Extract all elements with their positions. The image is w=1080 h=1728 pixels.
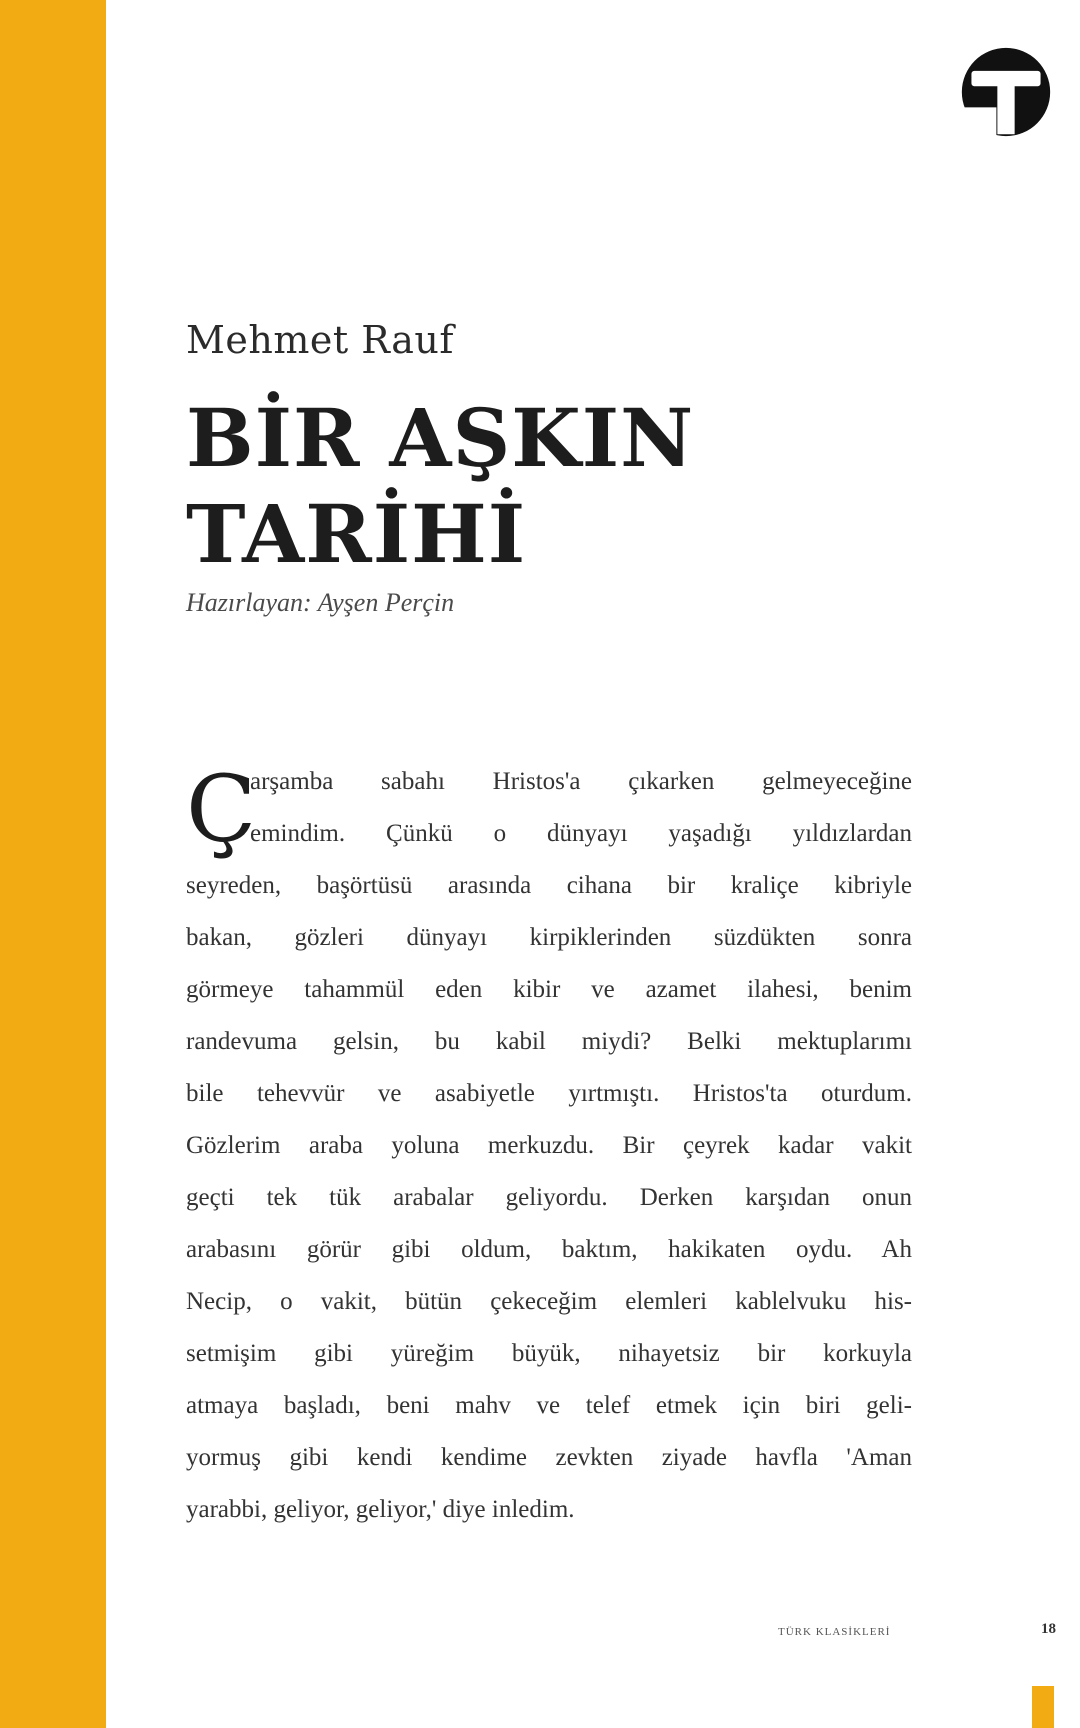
- excerpt-line: bile tehevvür ve asabiyetle yırtmıştı. Hristos'ta oturdum.: [186, 1080, 912, 1107]
- cover-spine-stripe: [0, 0, 106, 1728]
- author-name: Mehmet Rauf: [186, 318, 454, 362]
- corner-accent-mark: [1032, 1686, 1054, 1728]
- publisher-logo-icon: [958, 44, 1054, 140]
- excerpt-line: Necip, o vakit, bütün çekeceğim elemleri kablelvuku his-: [186, 1288, 912, 1315]
- book-title-line-1: BİR AŞKIN: [186, 391, 695, 485]
- excerpt-line: bakan, gözleri dünyayı kirpiklerinden süzdükten sonra: [186, 924, 912, 951]
- excerpt-line: emindim. Çünkü o dünyayı yaşadığı yıldızlardan: [250, 820, 912, 847]
- excerpt-line: Gözlerim araba yoluna merkuzdu. Bir çeyrek kadar vakit: [186, 1132, 912, 1159]
- excerpt-line: yormuş gibi kendi kendime zevkten ziyade havfla 'Aman: [186, 1444, 912, 1471]
- excerpt-line: atmaya başladı, beni mahv ve telef etmek için biri geli-: [186, 1392, 912, 1419]
- excerpt-line: arabasını görür gibi oldum, baktım, hakikaten oydu. Ah: [186, 1236, 912, 1263]
- excerpt-text: [186, 756, 912, 1536]
- excerpt-line: görmeye tahammül eden kibir ve azamet ilahesi, benim: [186, 976, 912, 1003]
- excerpt-line: setmişim gibi yüreğim büyük, nihayetsiz bir korkuyla: [186, 1340, 912, 1367]
- book-title: [186, 390, 694, 582]
- book-title-line-2: TARİHİ: [186, 487, 527, 581]
- series-label: TÜRK KLASİKLERİ: [778, 1626, 891, 1638]
- excerpt-line: geçti tek tük arabalar geliyordu. Derken karşıdan onun: [186, 1184, 912, 1211]
- editor-credit: Hazırlayan: Ayşen Perçin: [186, 588, 455, 617]
- drop-cap: Ç: [186, 756, 257, 863]
- excerpt-line: randevuma gelsin, bu kabil miydi? Belki mektuplarımı: [186, 1028, 912, 1055]
- excerpt-line: seyreden, başörtüsü arasında cihana bir kraliçe kibriyle: [186, 872, 912, 899]
- excerpt-line: arşamba sabahı Hristos'a çıkarken gelmeyeceğine: [250, 768, 912, 795]
- excerpt-line: yarabbi, geliyor, geliyor,' diye inledim.: [186, 1496, 575, 1523]
- page-number: 18: [1041, 1621, 1056, 1637]
